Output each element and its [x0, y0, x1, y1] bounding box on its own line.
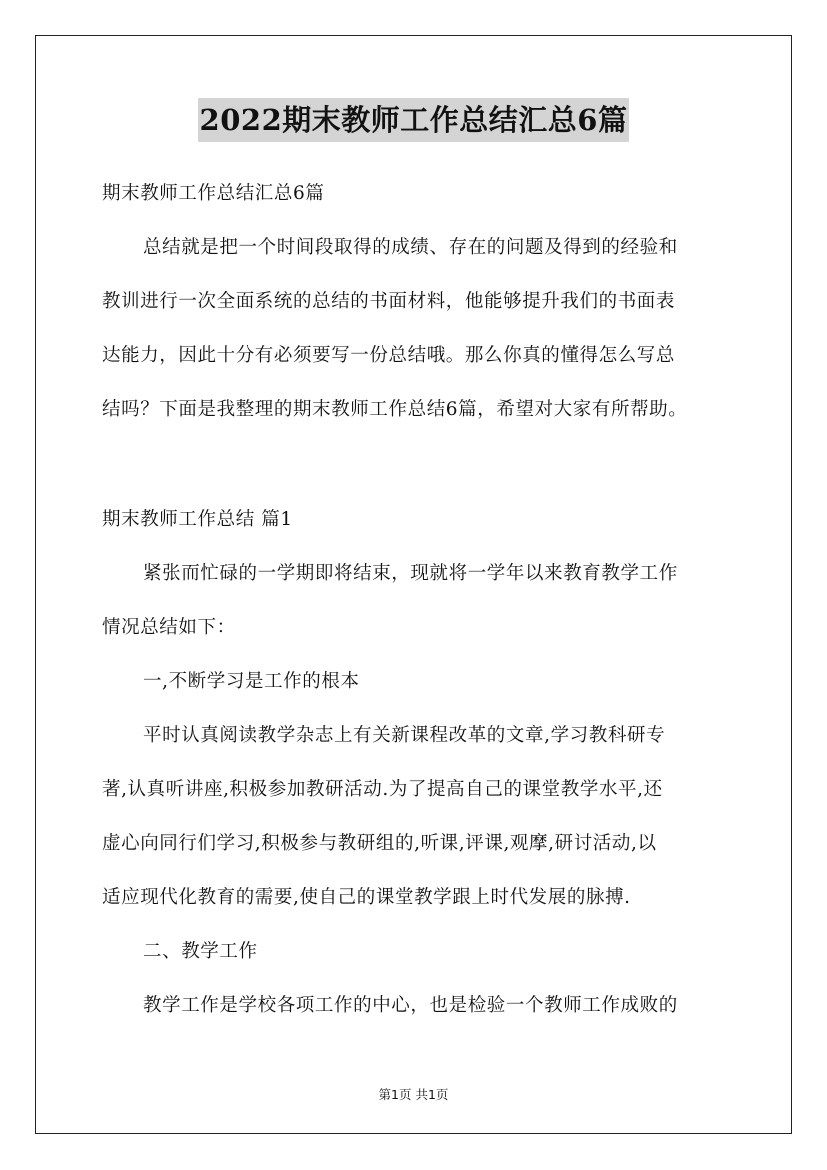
- doc-line: 平时认真阅读教学杂志上有关新课程改革的文章,学习教科研专: [143, 725, 666, 746]
- doc-line: 虚心向同行们学习,积极参与教研组的,听课,评课,观摩,研讨活动,以: [102, 833, 657, 854]
- document-title: 2022期末教师工作总结汇总6篇: [198, 98, 630, 142]
- doc-line: 适应现代化教育的需要,使自己的课堂教学跟上时代发展的脉搏.: [102, 887, 631, 908]
- doc-line: 期末教师工作总结 篇1: [102, 509, 293, 530]
- doc-line: 一,不断学习是工作的根本: [143, 671, 360, 692]
- title-wrap: [0, 98, 827, 142]
- doc-line: 教训进行一次全面系统的总结的书面材料，他能够提升我们的书面表: [102, 291, 676, 312]
- doc-line: 二、教学工作: [143, 941, 258, 962]
- doc-line: 达能力，因此十分有必须要写一份总结哦。那么你真的懂得怎么写总: [102, 345, 676, 366]
- doc-line: 著,认真听讲座,积极参加教研活动.为了提高自己的课堂教学水平,还: [102, 779, 663, 800]
- page-footer: 第1页 共1页: [378, 1087, 449, 1102]
- doc-line: 紧张而忙碌的一学期即将结束，现就将一学年以来教育教学工作: [143, 563, 678, 584]
- doc-line: 结吗？下面是我整理的期末教师工作总结6篇，希望对大家有所帮助。: [102, 399, 688, 420]
- doc-line: 期末教师工作总结汇总6篇: [102, 183, 325, 204]
- doc-line: 情况总结如下：: [102, 617, 236, 638]
- doc-line: 总结就是把一个时间段取得的成绩、存在的问题及得到的经验和: [143, 237, 678, 258]
- doc-line: 教学工作是学校各项工作的中心，也是检验一个教师工作成败的: [143, 995, 678, 1016]
